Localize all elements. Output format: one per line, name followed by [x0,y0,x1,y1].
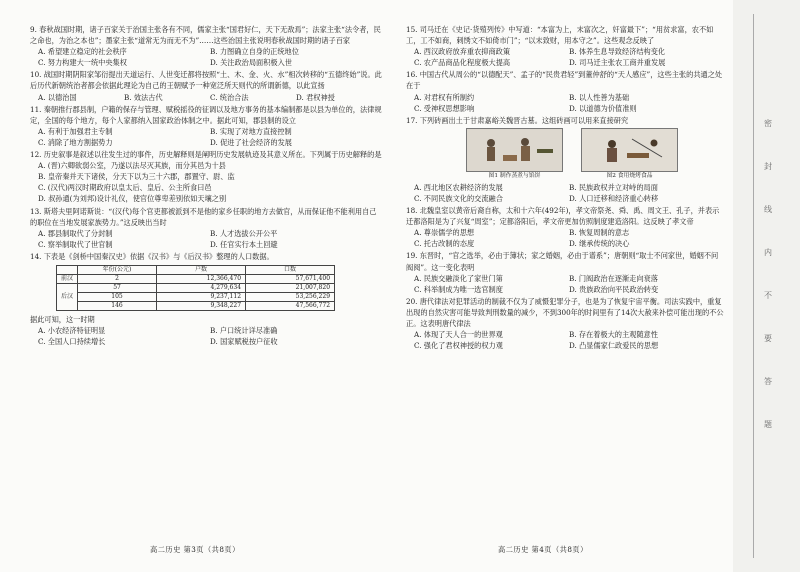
question-stem: 13. 斯塔夫里阿诺斯说：“(汉代)每个官吏都被派到不是他的家乡任职的地方去做官，从而保证他不能利用自己的职位在当地发展家族势力。”这反映出当时 [30,206,377,227]
option: D. 关注政治局面积极入世 [210,58,292,68]
table-cell: 47,566,772 [246,301,335,310]
seal-line-text [764,118,772,430]
option: C. 受神权思想影响 [414,103,475,113]
option: C. 统治合法 [210,92,249,102]
question-stem: 20. 唐代律法对犯罪活动的制裁不仅为了威慑犯罪分子，也是为了恢复宇宙平衡。司法实践中，重复出现的自然灾害可能导致判刑数量的减少，不到300年的时间里有了14次大赦来补偿可能出现的不公正。这表明唐代律法 [406,296,724,328]
option: D. 继承传统的决心 [569,239,630,249]
question-stem: 9. 春秋战国时期，诸子百家关于治国主张各有不同，儒家主张“国君好仁，天下无敌焉”；法家主张“法令者，民之命也，为治之本也”；墨家主张“道常无为而无不为”……这些治国主张说明春秋战国时期的诸子百家 [30,25,381,46]
option: B. 存在着极大的主观随意性 [569,330,658,340]
table-cell: 53,256,229 [246,292,335,301]
page-footer: 高二历史 第4页（共8页） [498,545,588,554]
table-cell: 2 [78,274,157,283]
option: B. 体养生息导致经济结构变化 [569,47,666,57]
option: C. 努力构建大一统中央集权 [38,58,127,68]
figure-1 [466,128,563,180]
table-row [57,301,335,310]
question-stem: 据此可知，这一时期 [30,314,95,324]
brick-painting-image [581,128,678,172]
seal-line [753,14,754,558]
option: B. 户口统计详尽准确 [210,326,278,336]
figure-2 [581,128,678,180]
option: B. 力图确立自身的正统地位 [210,47,299,57]
option: B. 门阀政治在逐渐走向衰落 [569,273,658,283]
table-cell: 12,366,470 [157,274,246,283]
table-cell: 4,279,634 [157,283,246,292]
question-9 [30,24,382,68]
option: A. 希望建立稳定的社会秩序 [38,47,127,57]
question-stem: 15. 司马迁在《史记·货殖列传》中写道：“本富为上，末富次之，奸富最下”；“用贫求富，农不如工，工不如商，刺绣文不如倚市门”；“以末致财，用本守之”。这些观念反映了 [406,25,714,46]
option: C. 农产品商品化程度极大提高 [414,58,511,68]
option: D. 人口迁移和经济重心转移 [569,193,659,203]
table-cell: 57 [78,283,157,292]
seal-char: 封 [764,162,772,171]
option: C. 强化了君权神授的权力观 [414,341,503,351]
option: C. 消除了地方割据势力 [38,137,113,147]
option: A. 对君权有所制约 [414,92,475,102]
option: D. 君权神授 [296,92,335,102]
question-18 [406,205,724,249]
question-17 [406,115,724,204]
question-stem: 14. 下表是《剑桥中国秦汉史》依据《汉书》与《后汉书》整理的人口数据。 [30,251,274,261]
table-cell: 57,671,400 [246,274,335,283]
table-header: 户数 [157,265,246,274]
option: C. 托古改制的态度 [414,239,475,249]
option: A. 民族交融淡化了家世门第 [414,273,503,283]
right-column [406,24,724,351]
option: A. 有利于加强君主专制 [38,126,113,136]
option: D. 国家赋税按户征收 [210,337,278,347]
seal-char: 要 [764,334,772,343]
question-14 [30,251,382,347]
option: B. 效法古代 [124,92,163,102]
option: B. 实现了对地方直接控制 [210,126,292,136]
option: A. 郡县制取代了分封制 [38,228,113,238]
option: B. 民族政权并立对峙的局面 [569,182,658,192]
left-column [30,24,382,347]
question-stem: 12. 历史叙事是叙述以往发生过的事件，历史解释则是阐明历史发展轨迹及其意义所在。下列属于历史解释的是 [30,150,382,160]
option: C. (汉代)两汉时期政府以皇太后、皇后、公主所食曰邑 [38,183,212,193]
question-13 [30,206,382,250]
seal-char: 内 [764,248,772,257]
option: C. 全国人口持续增长 [38,337,106,347]
table-row [57,274,335,283]
option: D. 促进了社会经济的发展 [210,137,292,147]
right-page [398,0,733,572]
page-footer: 高二历史 第3页（共8页） [150,545,240,554]
option: D. 贵族政治向平民政治转变 [569,284,659,294]
question-20 [406,296,724,351]
question-11 [30,104,382,148]
table-cell: 前汉 [57,274,78,283]
seal-char: 答 [764,377,772,386]
brick-painting-image [466,128,563,172]
option: C. 察举制取代了世官制 [38,239,113,249]
option: B. 人才选拔公开公平 [210,228,278,238]
question-stem: 18. 北魏皇室以黄帝后裔自称，太和十六年(492年)，孝文帝祭尧、舜、禹、周文王、孔子，并表示迁都洛阳是为了兴复“周室”；定都洛阳后，孝文帝更加仿照制度建造洛阳。这反映了孝文帝 [406,206,720,227]
table-header [57,265,78,274]
option: B. 恢复周制的意志 [569,228,630,238]
seal-char: 密 [764,119,772,128]
option: B. 以人性善为基础 [569,92,630,102]
brick-paintings [406,128,724,180]
table-row [57,283,335,292]
option: C. 科举制成为唯一选官制度 [414,284,503,294]
table-cell: 后汉 [57,283,78,310]
question-15 [406,24,724,68]
seal-line-margin [733,0,800,572]
option: A. 小农经济特征明显 [38,326,106,336]
population-table [56,265,335,311]
figure-caption: 图2 食用烧烤食品 [606,172,653,179]
question-stem: 11. 秦朝推行郡县制，户籍的保存与管理、赋税摇役的征调以及地方事务的基本编制都是以县为单位的，法律规定，全国的每个地方，每个人家都纳入国家政治体制之中。据此可知，郡县制的设立 [30,104,382,125]
option: D. 司马迁主张农工商并重发展 [569,58,666,68]
left-page [0,0,398,572]
table-cell: 21,007,820 [246,283,335,292]
question-12 [30,149,382,204]
option: A. 体现了天人合一的世界观 [414,330,503,340]
table-cell: 105 [78,292,157,301]
option: D. 凸显儒家仁政爱民的思想 [569,341,659,351]
option: A. 以德治国 [38,92,77,102]
question-stem: 10. 战国时期阴阳家邹衍提出天道运行、人世变迁都将按照“土、木、金、火、水”相次转移的“五德终始”说。此后历代新朝统治者都会依据此理论为自己的王朝赋予一种宽泛所天则代的所谓新德，以此宣扬 [30,70,382,91]
option: D. 以道德为价值准则 [569,103,637,113]
table-cell: 146 [78,301,157,310]
table-cell: 9,348,227 [157,301,246,310]
table-header: 口数 [246,265,335,274]
option: A. 西北地区农耕经济的发展 [414,182,503,192]
table-cell: 9,237,112 [157,292,246,301]
table-header: 年份(公元) [78,265,157,274]
option: C. 不同民族文化的交流融合 [414,193,503,203]
option: A. 西汉政府放弃重农抑商政策 [414,47,511,57]
option: D. 任官实行本土回避 [210,239,278,249]
option: A. (晋)六卿欲弱公室，乃遂以法尽灭其族，而分其邑为十县 [38,161,226,171]
option: B. 皇帝秦并天下诸侯，分天下以为三十六郡，郡置守、尉、监 [38,172,235,182]
seal-char: 题 [764,420,772,429]
question-stem: 16. 中国古代从周公的“以德配天”、孟子的“民贵君轻”到董仲舒的“天人感应”，这些主张的共通之处在于 [406,70,723,91]
seal-char: 线 [764,205,772,214]
question-19 [406,250,724,294]
seal-char: 不 [764,291,772,300]
table-row [57,292,335,301]
figure-caption: 图1 制作蒸煮与馅饼 [488,172,541,179]
question-16 [406,69,724,113]
option: A. 尊崇儒学的思想 [414,228,475,238]
question-stem: 17. 下列砖画出土于甘肃嘉峪关魏晋古墓。这组砖画可以用来直接研究 [406,115,629,125]
question-stem: 19. 东晋时，“官之选举，必由于簿状；家之婚姻，必由于谱系”；唐朝则“取士不问家世，婚姻不问阀阅”。这一变化表明 [406,251,719,272]
option: D. 叔孙通(为刘邦)设计礼仪，使官位尊卑差别依如天壤之别 [38,194,227,204]
question-10 [30,69,382,102]
